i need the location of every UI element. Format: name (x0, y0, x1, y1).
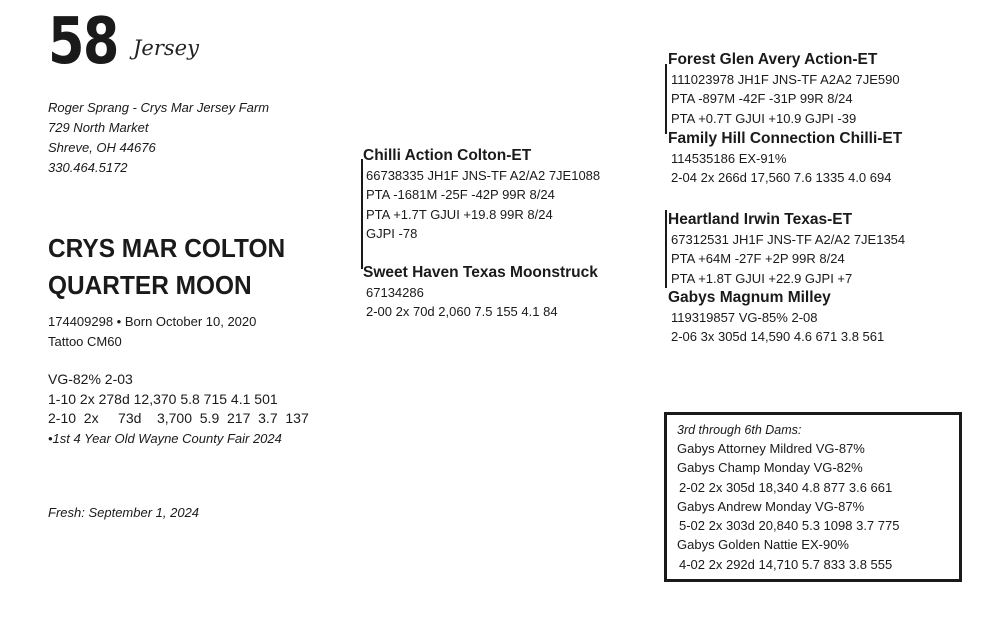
dam-line-2: 2-00 2x 70d 2,060 7.5 155 4.1 84 (366, 304, 558, 320)
fresh-date: Fresh: September 1, 2024 (48, 505, 200, 520)
dam-sire-name: Heartland Irwin Texas-ET (668, 211, 853, 228)
dam-sire-line-1: 67312531 JH1F JNS-TF A2/A2 7JE1354 (671, 232, 906, 247)
consignor-street: 729 North Market (48, 120, 149, 135)
dam-5-name: Gabys Andrew Monday VG-87% (677, 498, 865, 514)
sire-sire-name: Forest Glen Avery Action-ET (668, 51, 878, 68)
award-line: •1st 4 Year Old Wayne County Fair 2024 (48, 430, 282, 446)
dam-parents-bracket (665, 210, 667, 288)
dam-4-record: 2-02 2x 305d 18,340 4.8 877 3.6 661 (679, 479, 893, 495)
dam-6-name: Gabys Golden Nattie EX-90% (677, 537, 849, 553)
dam-5-record: 5-02 2x 303d 20,840 5.3 1098 3.7 775 (679, 518, 900, 534)
consignor-name: Roger Sprang - Crys Mar Jersey Farm (48, 100, 270, 115)
animal-name-line1: CRYS MAR COLTON (48, 233, 286, 263)
dam-name: Sweet Haven Texas Moonstruck (363, 264, 598, 281)
consignor-phone: 330.464.5172 (48, 160, 128, 175)
sire-dam-line-2: 2-04 2x 266d 17,560 7.6 1335 4.0 694 (671, 170, 892, 186)
lot-number: 58 (48, 5, 118, 79)
sire-dam-line-1: 114535186 EX-91% (671, 151, 787, 166)
sire-block (363, 146, 600, 243)
sire-sire-block (668, 50, 900, 128)
sire-line-2: PTA -1681M -25F -42P 99R 8/24 (366, 187, 555, 203)
sire-dam-block (668, 129, 902, 188)
sire-name: Chilli Action Colton-ET (363, 147, 532, 164)
dam-dam-line-1: 119319857 VG-85% 2-08 (671, 310, 818, 325)
sire-sire-line-2: PTA -897M -42F -31P 99R 8/24 (671, 91, 853, 107)
animal-name (48, 230, 285, 304)
sire-dam-name: Family Hill Connection Chilli-ET (668, 130, 903, 147)
consignor-city: Shreve, OH 44676 (48, 140, 156, 155)
animal-name-line2: QUARTER MOON (48, 270, 252, 300)
extended-dams-box (664, 412, 962, 582)
dam-dam-block (668, 288, 884, 347)
breed-label: Jersey (133, 36, 199, 60)
record-line-2: 2-10 2x 73d 3,700 5.9 217 3.7 137 (48, 410, 309, 426)
dam-dam-name: Gabys Magnum Milley (668, 289, 831, 306)
sire-line-1: 66738335 JH1F JNS-TF A2/A2 7JE1088 (366, 168, 601, 183)
dam-4-name: Gabys Champ Monday VG-82% (677, 460, 863, 476)
sire-line-3: PTA +1.7T GJUI +19.8 99R 8/24 (366, 206, 553, 222)
sire-parents-bracket (665, 64, 667, 134)
dam-3-name: Gabys Attorney Mildred VG-87% (677, 441, 865, 456)
classification-line: VG-82% 2-03 (48, 371, 133, 387)
dam-block (363, 263, 598, 322)
dam-line-1: 67134286 (366, 285, 424, 300)
sire-sire-line-3: PTA +0.7T GJUI +10.9 GJPI -39 (671, 110, 857, 126)
tattoo-line: Tattoo CM60 (48, 333, 122, 349)
sire-sire-line-1: 111023978 JH1F JNS-TF A2A2 7JE590 (671, 72, 900, 87)
dam-dam-line-2: 2-06 3x 305d 14,590 4.6 671 3.8 561 (671, 329, 885, 345)
dam-sire-block (668, 210, 905, 288)
consignor-info (48, 98, 269, 178)
registration-info (48, 312, 256, 351)
dam-sire-line-2: PTA +64M -27F +2P 99R 8/24 (671, 251, 845, 267)
dam-sire-line-3: PTA +1.8T GJUI +22.9 GJPI +7 (671, 270, 853, 286)
production-records (48, 370, 309, 449)
dam-6-record: 4-02 2x 292d 14,710 5.7 833 3.8 555 (679, 556, 893, 572)
extended-dams-header: 3rd through 6th Dams: (677, 423, 802, 437)
sire-line-4: GJPI -78 (366, 225, 418, 241)
record-line-1: 1-10 2x 278d 12,370 5.8 715 4.1 501 (48, 390, 278, 407)
registration-line: 174409298 • Born October 10, 2020 (48, 314, 257, 329)
